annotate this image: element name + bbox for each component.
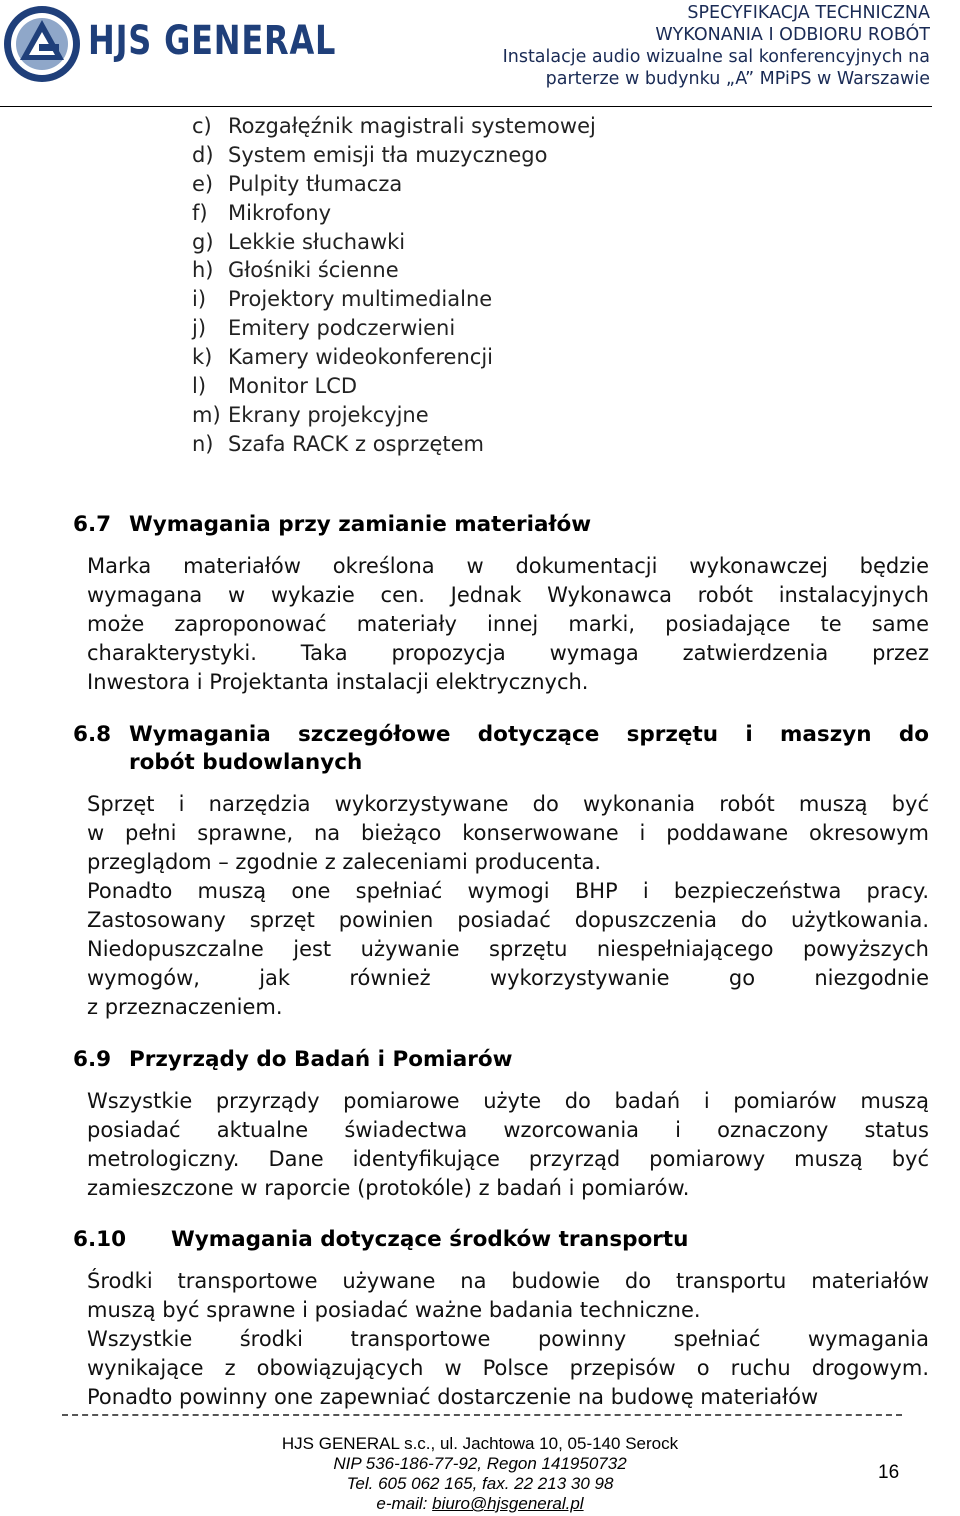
equipment-list xyxy=(192,112,596,459)
email-link[interactable]: biuro@hjsgeneral.pl xyxy=(432,1494,584,1513)
footer-phone: Tel. 605 062 165, fax. 22 213 30 98 xyxy=(346,1474,614,1493)
section-title: Wymagania przy zamianie materiałów xyxy=(129,512,592,537)
list-item: i) Projektory multimedialne xyxy=(192,287,493,312)
list-item: n) Szafa RACK z osprzętem xyxy=(192,431,485,456)
header-line-3: Instalacje audio wizualne sal konferencyjnych na xyxy=(502,47,930,67)
section-title-continued: robót budowlanych xyxy=(129,750,363,775)
section-6-7-paragraph: Marka materiałów określona w dokumentacji wykonawczej będzie wymagana w wykazie cen. Jednak Wykonawca robót instalacyjnych może zaproponować materiały innej marki, posiadające te same charakterystyki. Taka propozycja wymaga zatwierdzenia przez Inwestora i Projektanta instalacji elektrycznych. xyxy=(87,554,929,694)
footer-tax-ids: NIP 536-186-77-92, Regon 141950732 xyxy=(333,1454,627,1473)
footer-email: e-mail: biuro@hjsgeneral.pl xyxy=(376,1494,584,1513)
section-6-10-paragraph: Środki transportowe używane na budowie do transportu materiałów muszą być sprawne i posiadać ważne badania techniczne. Wszystkie środki transportowe powinny spełniać wymagania wynikające z obowiązujących w Polsce przepisów o ruchu drogowym. Ponadto powinny one zapewniać dostarczenie na budowę materiałów xyxy=(87,1269,929,1409)
section-6-7-heading xyxy=(73,511,591,539)
header-line-4: parterze w budynku „A” MPiPS w Warszawie xyxy=(545,69,930,89)
section-6-9-paragraph: Wszystkie przyrządy pomiarowe użyte do badań i pomiarów muszą posiadać aktualne świadectwa wzorcowania i oznaczony status metrologiczny. Dane identyfikujące przyrząd pomiarowy muszą być zamieszczone w raporcie (protokóle) z badań i pomiarów. xyxy=(87,1089,929,1200)
list-item: g) Lekkie słuchawki xyxy=(192,229,406,254)
list-item: f) Mikrofony xyxy=(192,200,332,225)
list-item: k) Kamery wideokonferencji xyxy=(192,345,493,370)
section-number: 6.7 xyxy=(73,512,112,537)
footer-company: HJS GENERAL s.c., ul. Jachtowa 10, 05-140 Serock xyxy=(281,1434,679,1453)
brand-name: HJS GENERAL xyxy=(88,18,337,64)
list-item: m) Ekrany projekcyjne xyxy=(192,402,429,427)
list-item: d) System emisji tła muzycznego xyxy=(192,142,548,167)
list-item: l) Monitor LCD xyxy=(192,374,358,399)
header-line-2: WYKONANIA I ODBIORU ROBÓT xyxy=(655,25,930,45)
footer-address xyxy=(0,1434,960,1514)
footer-divider xyxy=(62,1414,902,1416)
list-item: j) Emitery podczerwieni xyxy=(192,316,456,341)
section-title: Przyrządy do Badań i Pomiarów xyxy=(129,1047,513,1072)
section-number: 6.9 xyxy=(73,1047,112,1072)
header-line-1: SPECYFIKACJA TECHNICZNA xyxy=(687,3,930,23)
section-6-10-heading xyxy=(73,1226,688,1254)
list-item: h) Głośniki ścienne xyxy=(192,258,399,283)
header-spec-title xyxy=(503,2,930,90)
section-title: Wymagania dotyczące środków transportu xyxy=(171,1227,689,1252)
section-6-9-heading xyxy=(73,1046,513,1074)
list-item: c) Rozgałęźnik magistrali systemowej xyxy=(192,114,596,138)
section-number: 6.8 xyxy=(73,722,112,747)
section-6-8-heading xyxy=(73,721,929,777)
list-item: e) Pulpity tłumacza xyxy=(192,171,403,196)
section-number: 6.10 xyxy=(73,1227,127,1252)
page-number: 16 xyxy=(878,1462,900,1483)
section-title: Wymagania szczegółowe dotyczące sprzętu i maszyn do xyxy=(129,722,929,747)
header-divider xyxy=(0,106,932,107)
company-logo xyxy=(2,4,82,84)
section-6-8-paragraph: Sprzęt i narzędzia wykorzystywane do wykonania robót muszą być w pełni sprawne, na bieżąco konserwowane i poddawane okresowym przeglądom – zgodnie z zaleceniami producenta. Ponadto muszą one spełniać wymogi BHP i bezpieczeństwa pracy. Zastosowany sprzęt powinien posiadać dopuszczenia do użytkowania. Niedopuszczalne jest używanie sprzętu niespełniającego powyższych wymogów, jak również wykorzystywanie go niezgodnie z przeznaczeniem. xyxy=(87,792,929,1019)
